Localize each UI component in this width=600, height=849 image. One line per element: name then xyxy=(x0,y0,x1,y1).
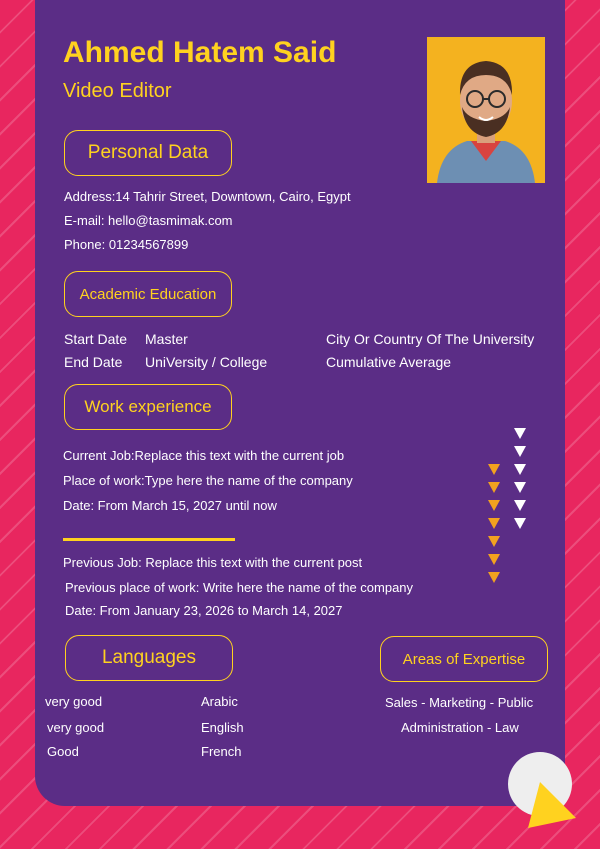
cumulative-average-text: Cumulative Average xyxy=(326,354,452,370)
university-text: UniVersity / College xyxy=(145,354,268,370)
job-title: Video Editor xyxy=(63,80,172,102)
triangle-white-icon xyxy=(514,518,526,529)
triangle-orange-icon xyxy=(488,518,500,529)
triangle-orange-icon xyxy=(488,464,500,475)
section-areas-of-expertise: Areas of Expertise xyxy=(380,636,548,682)
section-work-experience: Work experience xyxy=(64,384,232,430)
triangle-white-icon xyxy=(514,428,526,439)
triangle-white-icon xyxy=(514,464,526,475)
language-level-1: very good xyxy=(45,694,103,709)
triangle-white-icon xyxy=(514,446,526,457)
section-personal-data: Personal Data xyxy=(64,130,232,176)
triangle-white-icon xyxy=(514,500,526,511)
current-place-text: Place of work:Type here the name of the company xyxy=(63,473,353,488)
previous-place-text: Previous place of work: Write here the name of the company xyxy=(65,580,414,595)
current-job-text: Current Job:Replace this text with the current job xyxy=(63,448,345,463)
language-name-2: English xyxy=(201,720,244,735)
phone-text: Phone: 01234567899 xyxy=(64,237,189,252)
section-academic-education: Academic Education xyxy=(64,271,232,317)
previous-job-text: Previous Job: Replace this text with the current post xyxy=(63,555,363,570)
section-divider xyxy=(63,538,235,541)
triangle-white-icon xyxy=(514,482,526,493)
expertise-line-1: Sales - Marketing - Public xyxy=(385,695,534,710)
triangle-orange-icon xyxy=(488,554,500,565)
language-name-3: French xyxy=(201,744,242,759)
address-text: Address:14 Tahrir Street, Downtown, Cairo, Egypt xyxy=(64,189,351,204)
corner-triangle-icon xyxy=(526,778,578,830)
current-date-text: Date: From March 15, 2027 until now xyxy=(63,498,277,513)
person-name: Ahmed Hatem Said xyxy=(63,36,337,69)
email-text: E-mail: hello@tasmimak.com xyxy=(64,213,233,228)
portrait-photo xyxy=(427,37,545,183)
language-name-1: Arabic xyxy=(201,694,238,709)
end-date-label: End Date xyxy=(64,354,123,370)
triangle-orange-icon xyxy=(488,500,500,511)
language-level-2: very good xyxy=(47,720,105,735)
triangle-orange-icon xyxy=(488,572,500,583)
degree-text: Master xyxy=(145,331,188,347)
previous-date-text: Date: From January 23, 2026 to March 14, 2027 xyxy=(65,603,343,618)
triangle-orange-icon xyxy=(488,536,500,547)
portrait-illustration-icon xyxy=(427,37,545,183)
language-level-3: Good xyxy=(47,744,79,759)
expertise-line-2: Administration - Law xyxy=(401,720,519,735)
section-languages: Languages xyxy=(65,635,233,681)
start-date-label: Start Date xyxy=(64,331,128,347)
triangle-orange-icon xyxy=(488,482,500,493)
university-location-text: City Or Country Of The University xyxy=(326,331,535,347)
